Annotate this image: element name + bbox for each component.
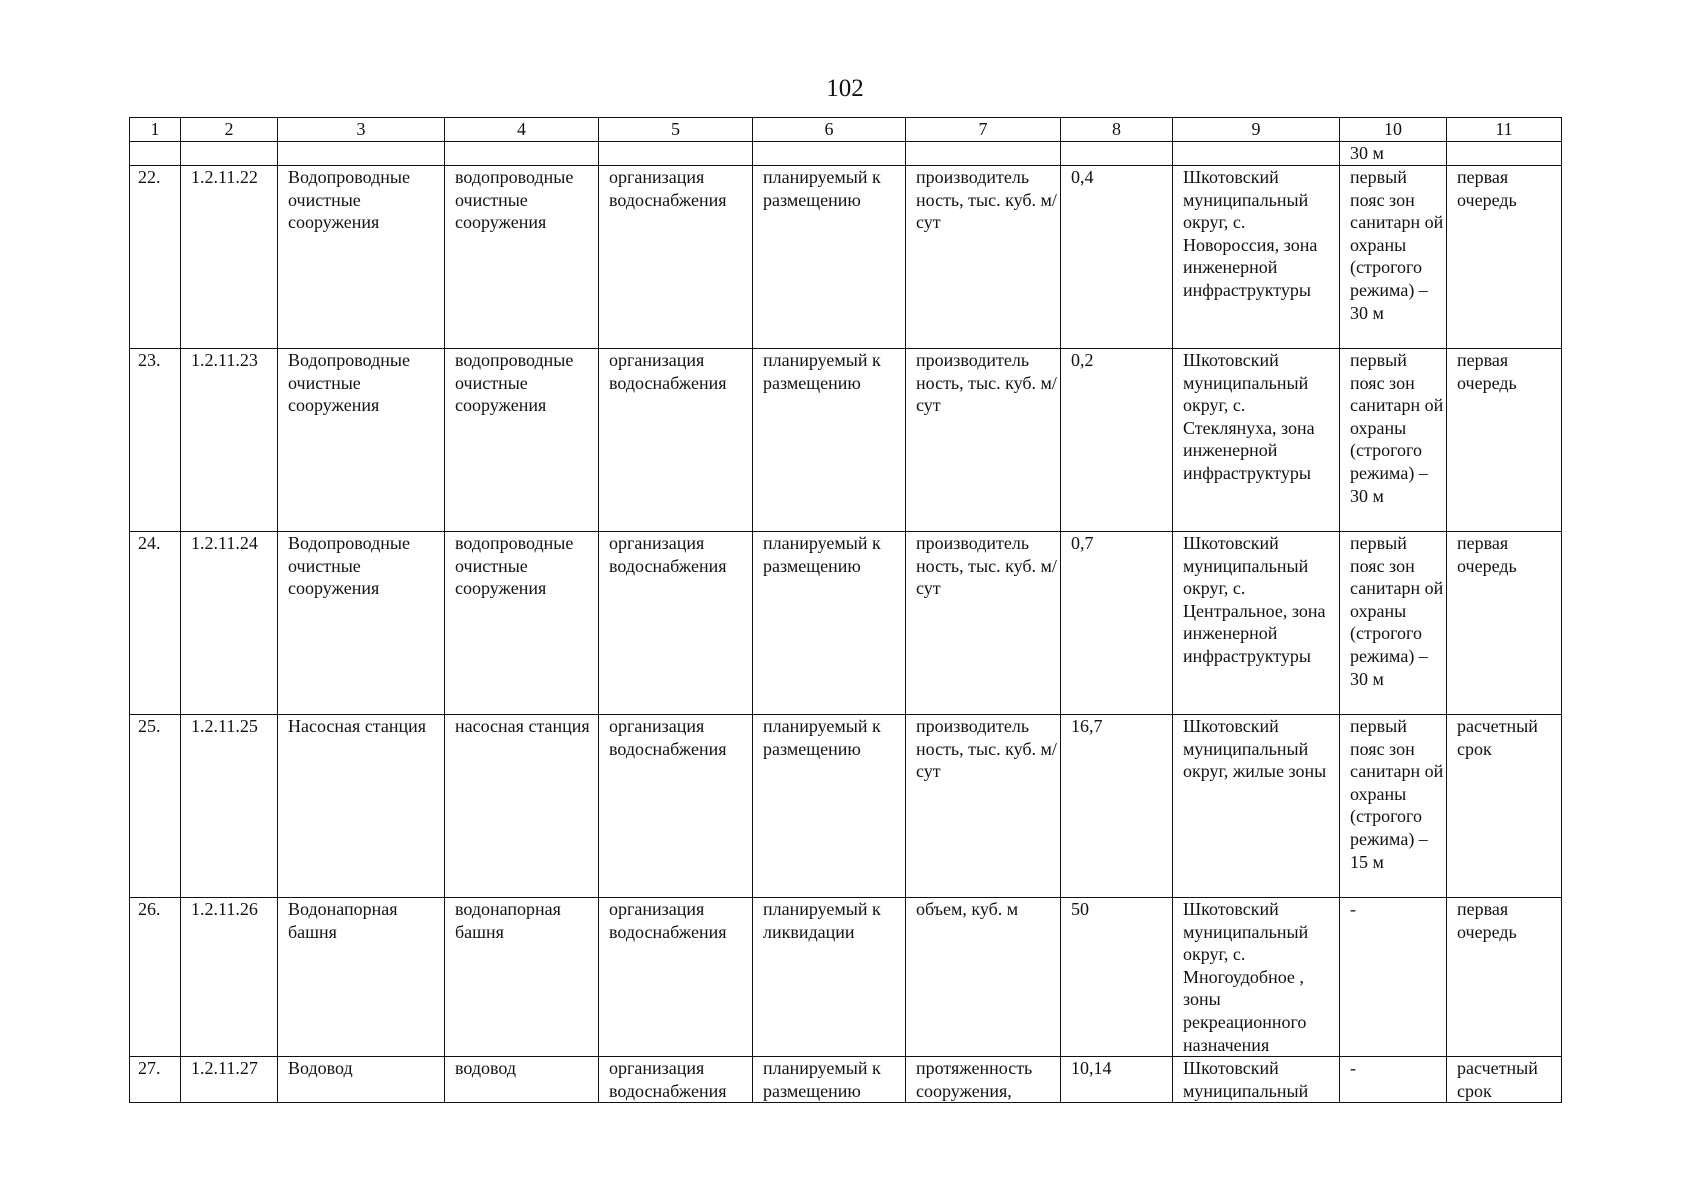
registry-table	[129, 117, 1562, 1103]
object-purpose: организация водоснабжения	[599, 1057, 753, 1103]
object-value: 10,14	[1061, 1057, 1173, 1103]
continuation-cell	[906, 142, 1061, 166]
object-characteristic: протяженность сооружения,	[906, 1057, 1061, 1103]
object-purpose: организация водоснабжения	[599, 898, 753, 1057]
object-location: Шкотовский муниципальный	[1173, 1057, 1340, 1103]
object-location: Шкотовский муниципальный округ, жилые зоны	[1173, 715, 1340, 898]
object-status: планируемый к размещению	[753, 166, 906, 349]
object-characteristic: производитель ность, тыс. куб. м/сут	[906, 166, 1061, 349]
table-row	[130, 349, 1562, 532]
column-number-11: 11	[1447, 118, 1562, 142]
continuation-cell	[599, 142, 753, 166]
object-stage: первая очередь	[1447, 166, 1562, 349]
row-number: 24.	[130, 532, 181, 715]
object-name: Водовод	[278, 1057, 445, 1103]
page-number: 102	[826, 75, 864, 102]
object-name: Водопроводные очистные сооружения	[278, 532, 445, 715]
object-kind: водопроводные очистные сооружения	[445, 532, 599, 715]
continuation-cell	[278, 142, 445, 166]
object-code: 1.2.11.27	[181, 1057, 278, 1103]
column-number-1: 1	[130, 118, 181, 142]
column-number-3: 3	[278, 118, 445, 142]
object-zone: первый пояс зон санитарн ой охраны (строгого режима) – 30 м	[1340, 166, 1447, 349]
object-code: 1.2.11.26	[181, 898, 278, 1057]
object-purpose: организация водоснабжения	[599, 532, 753, 715]
column-number-row	[130, 118, 1562, 142]
object-zone: первый пояс зон санитарн ой охраны (строгого режима) – 15 м	[1340, 715, 1447, 898]
object-location: Шкотовский муниципальный округ, с. Стеклянуха, зона инженерной инфраструктуры	[1173, 349, 1340, 532]
table-row	[130, 1057, 1562, 1103]
object-value: 16,7	[1061, 715, 1173, 898]
column-number-9: 9	[1173, 118, 1340, 142]
object-stage: первая очередь	[1447, 532, 1562, 715]
object-purpose: организация водоснабжения	[599, 349, 753, 532]
object-status: планируемый к размещению	[753, 349, 906, 532]
object-kind: водовод	[445, 1057, 599, 1103]
continuation-cell	[181, 142, 278, 166]
row-number: 26.	[130, 898, 181, 1057]
object-zone: первый пояс зон санитарн ой охраны (строгого режима) – 30 м	[1340, 349, 1447, 532]
row-number: 23.	[130, 349, 181, 532]
object-code: 1.2.11.23	[181, 349, 278, 532]
row-number: 22.	[130, 166, 181, 349]
object-location: Шкотовский муниципальный округ, с. Многоудобное , зоны рекреационного назначения	[1173, 898, 1340, 1057]
object-name: Водонапорная башня	[278, 898, 445, 1057]
object-stage: первая очередь	[1447, 349, 1562, 532]
object-location: Шкотовский муниципальный округ, с. Новороссия, зона инженерной инфраструктуры	[1173, 166, 1340, 349]
object-kind: водонапорная башня	[445, 898, 599, 1057]
column-number-7: 7	[906, 118, 1061, 142]
object-status: планируемый к ликвидации	[753, 898, 906, 1057]
object-status: планируемый к размещению	[753, 532, 906, 715]
continuation-cell	[753, 142, 906, 166]
row-number: 25.	[130, 715, 181, 898]
object-zone: первый пояс зон санитарн ой охраны (строгого режима) – 30 м	[1340, 532, 1447, 715]
column-number-10: 10	[1340, 118, 1447, 142]
table-row	[130, 532, 1562, 715]
object-purpose: организация водоснабжения	[599, 715, 753, 898]
object-stage: расчетный срок	[1447, 715, 1562, 898]
object-characteristic: производитель ность, тыс. куб. м/сут	[906, 532, 1061, 715]
continuation-row	[130, 142, 1562, 166]
continuation-zone-cell: 30 м	[1340, 142, 1447, 166]
object-characteristic: производитель ность, тыс. куб. м/сут	[906, 349, 1061, 532]
continuation-cell	[130, 142, 181, 166]
column-number-8: 8	[1061, 118, 1173, 142]
object-value: 0,4	[1061, 166, 1173, 349]
object-location: Шкотовский муниципальный округ, с. Центральное, зона инженерной инфраструктуры	[1173, 532, 1340, 715]
object-zone: -	[1340, 898, 1447, 1057]
continuation-cell	[445, 142, 599, 166]
object-kind: водопроводные очистные сооружения	[445, 166, 599, 349]
object-zone: -	[1340, 1057, 1447, 1103]
object-code: 1.2.11.24	[181, 532, 278, 715]
object-name: Насосная станция	[278, 715, 445, 898]
object-code: 1.2.11.22	[181, 166, 278, 349]
object-value: 0,7	[1061, 532, 1173, 715]
object-stage: первая очередь	[1447, 898, 1562, 1057]
object-name: Водопроводные очистные сооружения	[278, 166, 445, 349]
column-number-5: 5	[599, 118, 753, 142]
object-status: планируемый к размещению	[753, 715, 906, 898]
continuation-cell	[1173, 142, 1340, 166]
continuation-cell	[1061, 142, 1173, 166]
column-number-4: 4	[445, 118, 599, 142]
object-kind: водопроводные очистные сооружения	[445, 349, 599, 532]
table-row	[130, 715, 1562, 898]
column-number-6: 6	[753, 118, 906, 142]
object-value: 0,2	[1061, 349, 1173, 532]
table-row	[130, 898, 1562, 1057]
continuation-cell	[1447, 142, 1562, 166]
object-characteristic: производитель ность, тыс. куб. м/сут	[906, 715, 1061, 898]
row-number: 27.	[130, 1057, 181, 1103]
table-row	[130, 166, 1562, 349]
object-characteristic: объем, куб. м	[906, 898, 1061, 1057]
object-code: 1.2.11.25	[181, 715, 278, 898]
object-purpose: организация водоснабжения	[599, 166, 753, 349]
object-value: 50	[1061, 898, 1173, 1057]
object-kind: насосная станция	[445, 715, 599, 898]
object-name: Водопроводные очистные сооружения	[278, 349, 445, 532]
column-number-2: 2	[181, 118, 278, 142]
object-stage: расчетный срок	[1447, 1057, 1562, 1103]
object-status: планируемый к размещению	[753, 1057, 906, 1103]
